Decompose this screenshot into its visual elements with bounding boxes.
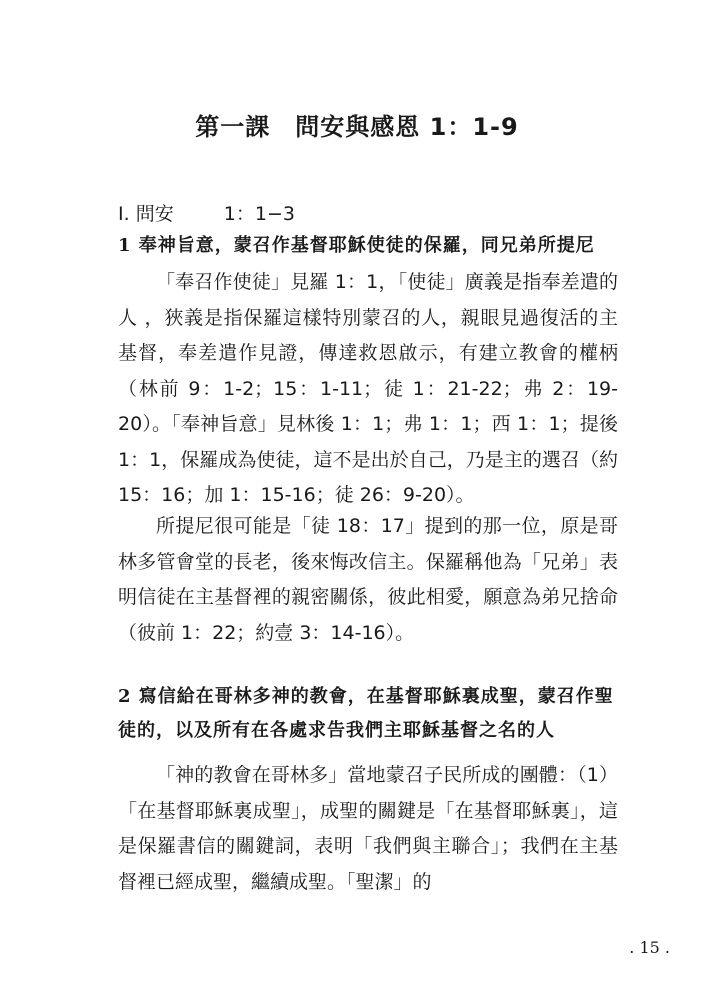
lesson-title: 第一課 問安與感恩 1：1-9 bbox=[195, 113, 519, 141]
section-heading bbox=[118, 200, 295, 228]
commentary-paragraph-2: 所提尼很可能是「徒 18：17」提到的那一位，原是哥林多管會堂的長老，後來悔改信主。保羅稱他為「兄弟」表明信徒在主基督裡的親密關係，彼此相愛，願意為弟兄捨命（彼前 1：22；約壹 3：14-16）。 bbox=[118, 515, 618, 644]
section-label: 問安 bbox=[135, 203, 174, 225]
commentary-paragraph-3: 「神的教會在哥林多」當地蒙召子民所成的團體：（1）「在基督耶穌裏成聖」，成聖的關鍵是「在基督耶穌裏」，這是保羅書信的關鍵詞，表明「我們與主聯合」；我們在主基督裡已經成聖，繼續成聖。「聖潔」的 bbox=[118, 764, 618, 893]
scripture-verse-2: 2 寫信給在哥林多神的教會，在基督耶穌裏成聖，蒙召作聖徒的，以及所有在各處求告我們主耶穌基督之名的人 bbox=[118, 686, 614, 741]
section-reference: 1：1−3 bbox=[223, 203, 295, 225]
section-number: I. bbox=[118, 203, 130, 225]
scripture-verse-1: 1 奉神旨意，蒙召作基督耶穌使徒的保羅，同兄弟所提尼 bbox=[118, 235, 595, 256]
commentary-paragraph-1: 「奉召作使徒」見羅 1：1，「使徒」廣義是指奉差遣的人 ，狹義是指保羅這樣特別蒙召的人，親眼見過復活的主基督，奉差遣作見證，傳達救恩啟示，有建立教會的權柄（林前 9：1-2；15：1-11；徒 1：21-22；弗 2：19-20）。「奉神旨意」見林後 1：1；弗 1：1；西 1：1；提後 1：1，保羅成為使徒，這不是出於自己，乃是主的選召（約 15：16；加 1：15-16；徒 26：9-20）。 bbox=[118, 271, 618, 506]
page-number: . 15 . bbox=[629, 938, 670, 957]
